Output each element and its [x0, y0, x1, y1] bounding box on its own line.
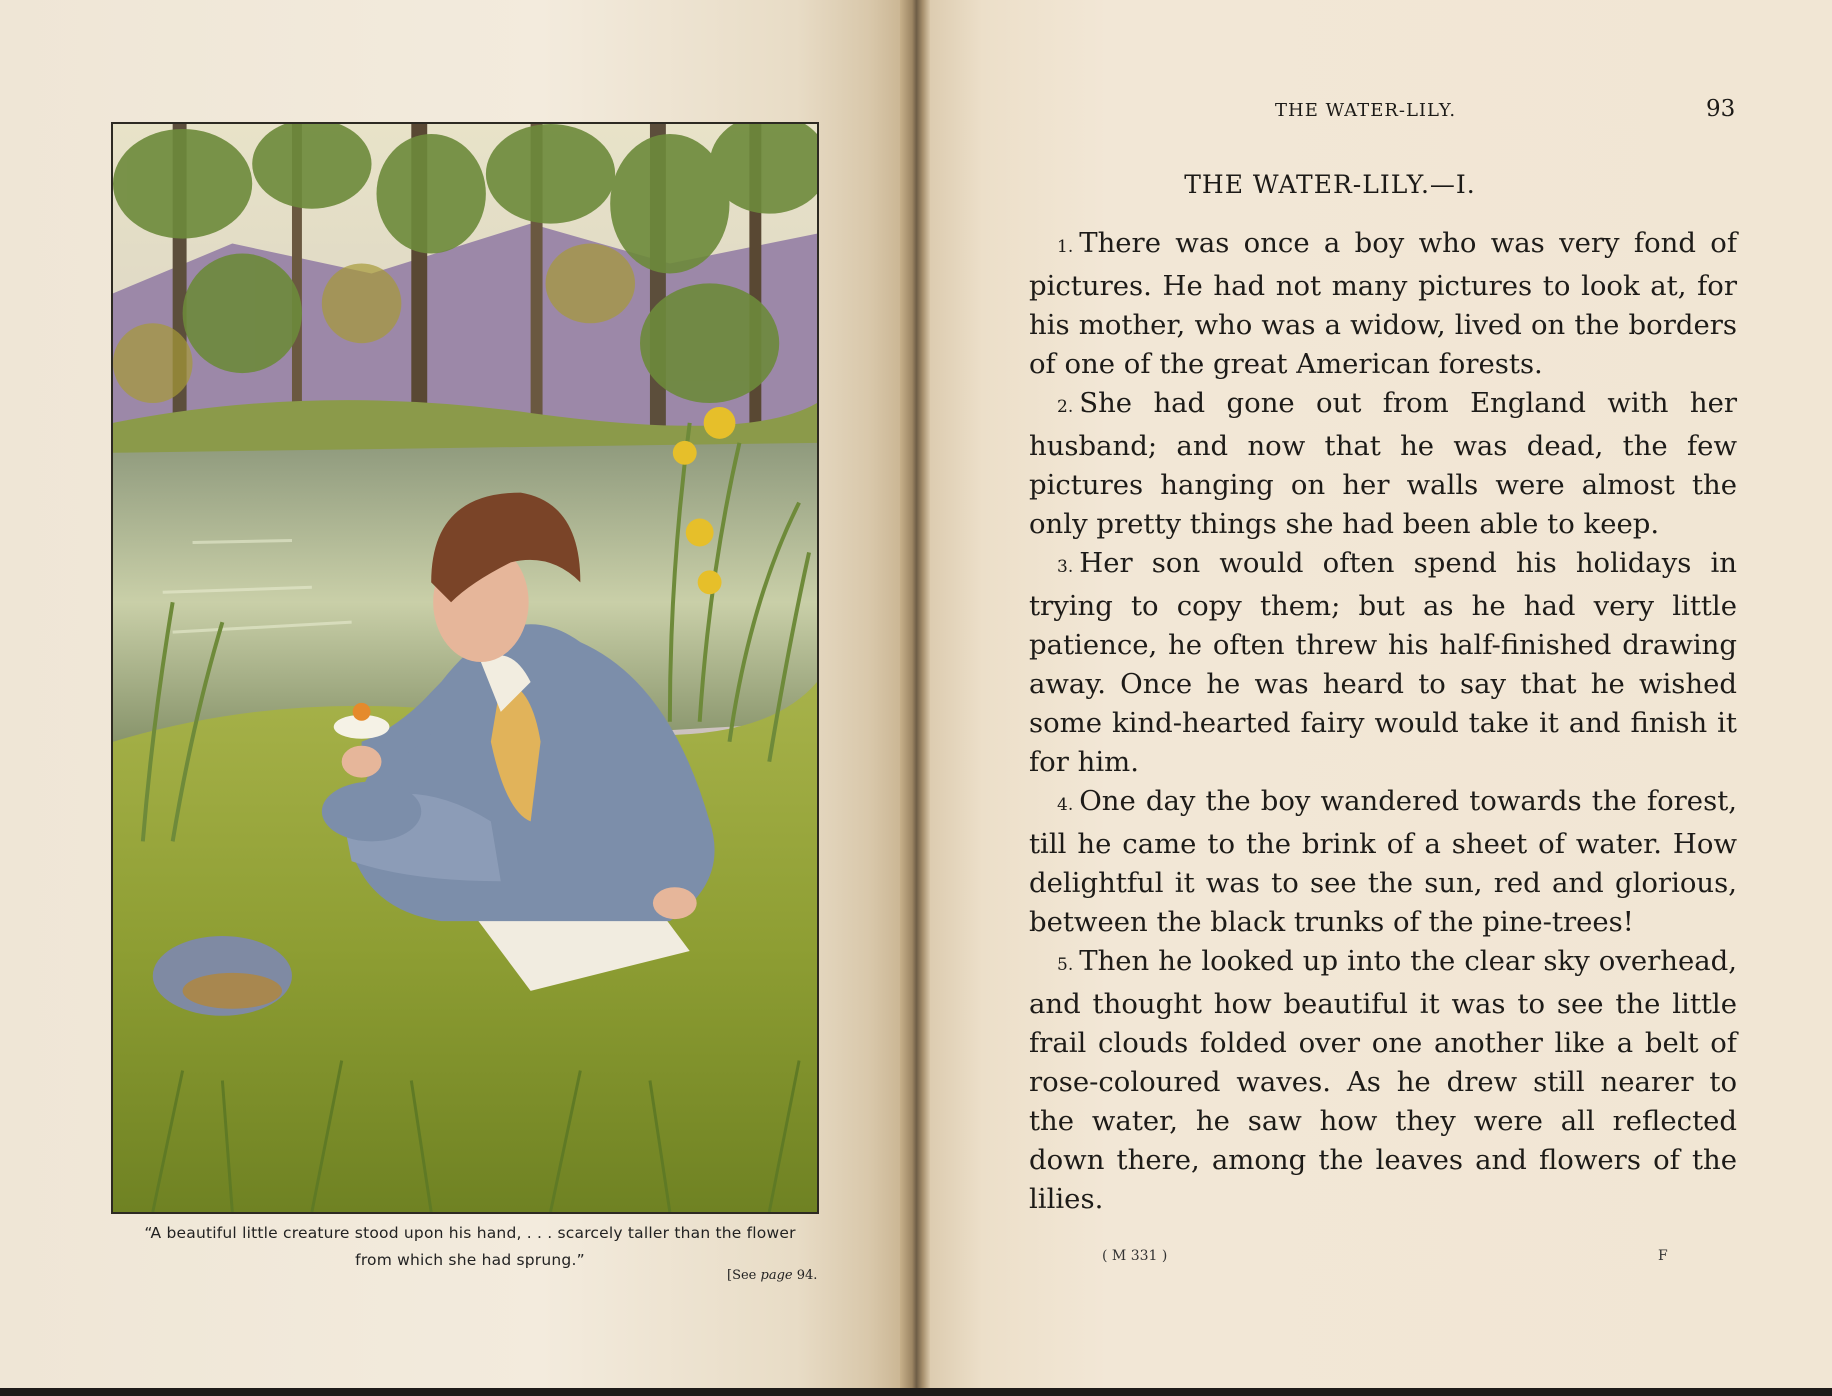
paragraph-text: She had gone out from England with her husband; and now that he was dead, the few pictures hanging on her walls were almost the only pretty things she had been able to keep. [1029, 387, 1737, 540]
illustration-caption [90, 1220, 850, 1274]
running-head: THE WATER-LILY. [1275, 100, 1457, 121]
paragraph-5 [1029, 942, 1737, 1219]
book-gutter [900, 0, 930, 1390]
page-number: 93 [1706, 96, 1736, 122]
paragraph-2 [1029, 384, 1737, 544]
paragraph-1 [1029, 224, 1737, 384]
body-text [1029, 224, 1737, 1219]
caption-line-1: “A beautiful little creature stood upon his hand, . . . scarcely taller than the flower [144, 1224, 796, 1242]
signature-mark-left: ( M 331 ) [1102, 1248, 1168, 1264]
paragraph-4 [1029, 782, 1737, 942]
illustration-boy-with-water-lily [113, 124, 817, 1212]
paragraph-number: 2. [1057, 397, 1074, 417]
paragraph-text: Her son would often spend his holidays in trying to copy them; but as he had very little patience, he often threw his half-finished drawing away. Once he was heard to say that he wished some kind-hearted fairy would take it and finish it for him. [1029, 547, 1737, 778]
paragraph-number: 3. [1057, 557, 1074, 577]
chapter-title: THE WATER-LILY.—I. [1184, 170, 1476, 199]
paragraph-3 [1029, 544, 1737, 782]
see-page-reference [727, 1268, 817, 1283]
paragraph-text: Then he looked up into the clear sky overhead, and thought how beautiful it was to see the little frail clouds folded over one another like a belt of rose-coloured waves. As he drew still nearer to the water, he saw how they were all reflected down there, among the leaves and flowers of the lilies. [1029, 945, 1737, 1215]
signature-mark-right: F [1658, 1248, 1668, 1264]
see-page-italic: page [760, 1268, 793, 1283]
paragraph-number: 1. [1057, 237, 1074, 257]
paragraph-number: 4. [1057, 795, 1074, 815]
see-page-number: 94. [792, 1268, 818, 1283]
illustration-plate [111, 122, 819, 1214]
paragraph-number: 5. [1057, 955, 1074, 975]
caption-line-2: from which she had sprung.” [355, 1251, 585, 1269]
paragraph-text: There was once a boy who was very fond of pictures. He had not many pictures to look at, for his mother, who was a widow, lived on the borders of one of the great American forests. [1029, 227, 1737, 380]
paragraph-text: One day the boy wandered towards the forest, till he came to the brink of a sheet of water. How delightful it was to see the sun, red and glorious, between the black trunks of the pine-trees! [1029, 785, 1737, 938]
bottom-edge [0, 1388, 1832, 1396]
see-page-prefix: [See [727, 1268, 761, 1283]
